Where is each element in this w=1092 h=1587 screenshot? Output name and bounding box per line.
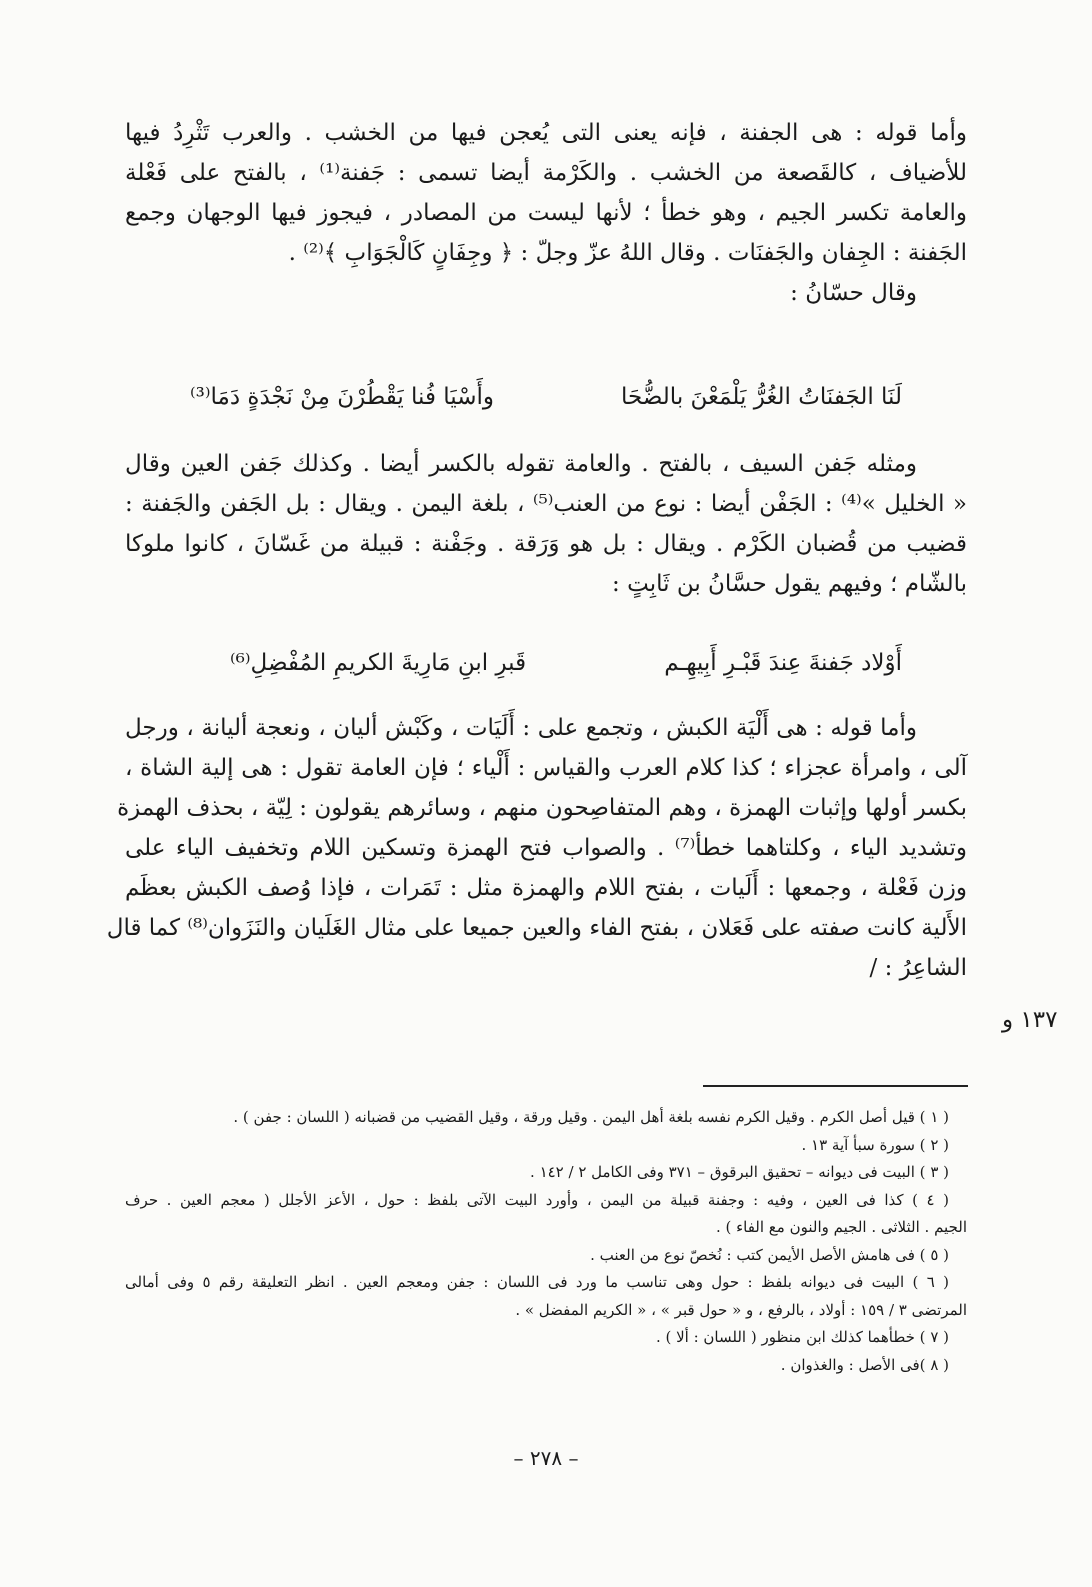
verse-second-hemistich: وأَسْيَا فُنا يَقْطُرْنَ مِنْ نَجْدَةٍ دَمَا⁽³⁾ [190,384,495,410]
paragraph-line: والعامة تكسر الجيم ، وهو خطأ ؛ لأنها ليست من المصادر ، فيجوز فيها الوجهان وجمع [125,200,967,226]
paragraph-line: وزن فَعْلة ، وجمعها : أَلَيات ، بفتح اللام والهمزة مثل : تَمَرات ، فإذا وُصف الكبش بعظَم [125,875,967,901]
footnote-continuation: المرتضى ٣ / ١٥٩ : أولاد ، بالرفع ، و « حول قبر » ، « الكريم المفضل » . [515,1300,967,1319]
paragraph-line: وقال حسّانُ : [790,280,917,306]
verse-first-hemistich: لَنَا الجَفنَاتُ الغُرُّ يَلْمَعْنَ بالضُّحَا [621,384,902,410]
folio-margin-note: ١٣٧ و [1002,1007,1058,1033]
paragraph-line: وأما قوله : هى الجفنة ، فإنه يعنى التى يُعجن فيها من الخشب . والعرب تَثْرِدُ فيها [125,120,967,146]
paragraph-line: « الخليل »⁽⁴⁾ : الجَفْن أيضا : نوع من العنب⁽⁵⁾ ، بلغة اليمن . ويقال : بل الجَفن والجَفنة : [125,491,967,517]
verse-first-hemistich: أَوْلاد جَفنةَ عِندَ قَبْـرِ أَبِيهِـم [664,650,902,676]
footnote-continuation: الجيم . الثلاثى . الجيم والنون مع الفاء ) . [715,1218,967,1236]
paragraph-line: للأضياف ، كالقَصعة من الخشب . والكَرْمة أيضا تسمى : جَفنة⁽¹⁾ ، بالفتح على فَعْلة [125,160,967,186]
footnotes [125,1104,967,1379]
paragraph-line: الأَلية كانت صفته على فَعَلان ، بفتح الفاء والعين جميعا على مثال الغَلَيان والنَزَوان⁽⁸⁾ كما قال [106,915,967,941]
footnote: ( ٤ ) كذا فى العين ، وفيه : وجفنة قبيلة من اليمن ، وأورد البيت الآتى بلفظ : حول ، الأعز الأجلل ( معجم العين . حرف [125,1190,949,1209]
footnote: ( ٨ )فى الأصل : والغذوان . [780,1355,949,1374]
footnote: ( ٥ ) فى هامش الأصل الأيمن كتب : نُخصّ نوع من العنب . [590,1245,949,1264]
footnote: ( ٦ ) البيت فى ديوانه بلفظ : حول وهى تناسب ما ورد فى اللسان : جفن ومعجم العين . انظر التعليقة رقم ٥ وفى أمالى [125,1273,949,1291]
paragraph-3 [106,708,967,988]
paragraph-line: الشاعِرُ : / [869,955,967,981]
paragraph-line: وأما قوله : هى أَلْيَة الكبش ، وتجمع على : أَلَيَات ، وكَبْش أليان ، ونعجة أليانة ، ورجل [125,715,917,741]
footnote: ( ٧ ) خطأهما كذلك ابن منظور ( اللسان : ألا ) . [655,1328,949,1346]
footnote: ( ٣ ) البيت فى ديوانه – تحقيق البرقوق – ٣٧١ وفى الكامل ٢ / ١٤٢ . [530,1163,949,1181]
paragraph-line: الجَفنة : الجِفان والجَفنَات . وقال اللهُ عزّ وجلّ : ﴿ وجِفَانٍ كَالْجَوَابِ ﴾⁽²⁾ . [288,240,967,266]
page-number: – ٢٧٨ – [513,1446,579,1470]
paragraph-line: بالشّام ؛ وفيهم يقول حسَّانُ بن ثَابِتٍ : [612,571,967,597]
verse-second-hemistich: قَبرِ ابنِ مَارِيةَ الكريمِ المُفْضِلِ⁽⁶⁾ [230,650,527,676]
paragraph-2 [125,444,967,604]
footnote: ( ١ ) قيل أصل الكرم . وقيل الكرم نفسه بلغة أهل اليمن . وقيل ورقة ، وقيل القضيب من قضبانه ( اللسان : جفن ) . [233,1108,949,1126]
paragraph-line: بكسر أولها وإثبات الهمزة ، وهم المتفاصِحون منهم ، وسائرهم يقولون : لِيّة ، بحذف الهمزة [117,795,967,821]
footnote: ( ٢ ) سورة سبأ آية ١٣ . [801,1135,949,1154]
paragraph-line: ومثله جَفن السيف ، بالفتح . والعامة تقوله بالكسر أيضا . وكذلك جَفن العين وقال [125,451,917,477]
paragraph-1 [125,113,967,313]
footnote-divider [703,1085,968,1087]
paragraph-line: قضيب من قُضبان الكَرْم . ويقال : بل هو وَرَقة . وجَفْنة : قبيلة من غَسّانَ ، كانوا ملوكا [125,531,967,557]
paragraph-line: آلى ، وامرأة عجزاء ؛ كذا كلام العرب والقياس : أَلْياء ؛ فإن العامة تقول : هى إلية الشاة ، [125,755,967,781]
paragraph-line: وتشديد الياء ، وكلتاهما خطأ⁽⁷⁾ . والصواب فتح الهمزة وتسكين اللام وتخفيف الياء على [125,835,967,861]
